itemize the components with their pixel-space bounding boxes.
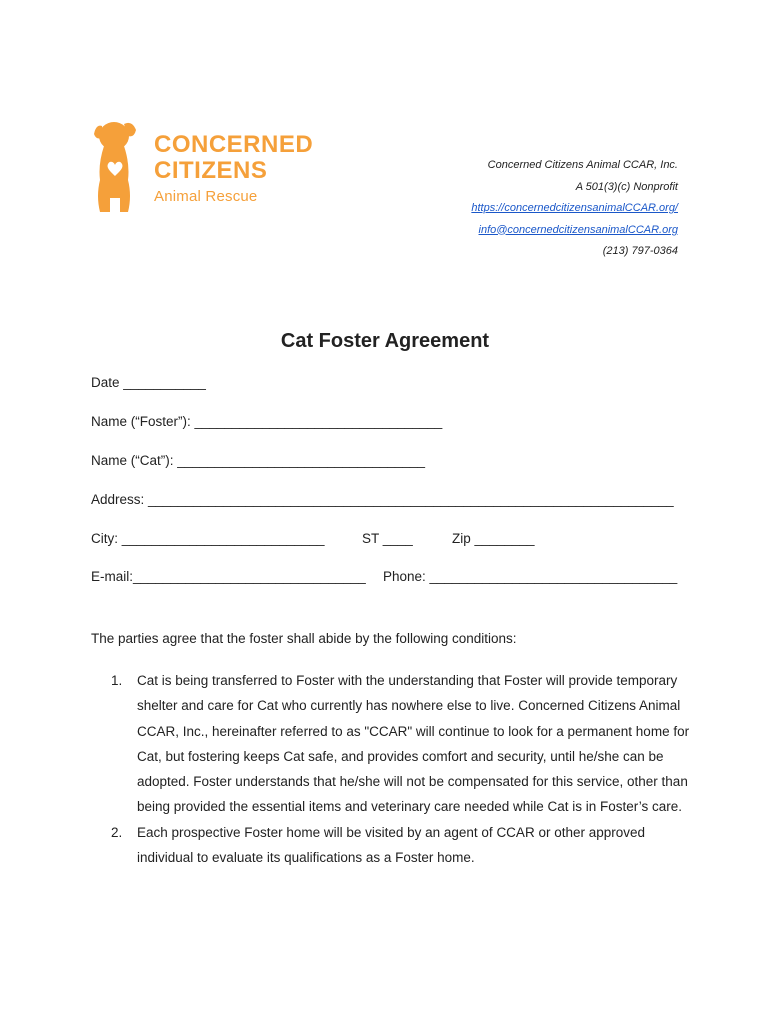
website-link[interactable]: https://concernedcitizensanimalCCAR.org/ xyxy=(471,202,678,214)
org-name: Concerned Citizens Animal CCAR, Inc. xyxy=(487,159,678,171)
date-field[interactable]: Date ___________ xyxy=(91,375,206,390)
logo-wordmark xyxy=(154,132,313,205)
email-link[interactable]: info@concernedcitizensanimalCCAR.org xyxy=(478,223,678,236)
condition-item xyxy=(91,668,691,820)
zip-field[interactable]: Zip ________ xyxy=(452,531,535,546)
conditions-list xyxy=(91,668,691,870)
puppy-heart-icon xyxy=(92,118,138,214)
logo-line-concerned: CONCERNED xyxy=(154,131,314,158)
cat-name-field[interactable]: Name (“Cat”): _________________________________ xyxy=(91,453,426,468)
condition-number: 2. xyxy=(111,824,123,840)
logo-line-animal-rescue: Animal Rescue xyxy=(154,188,258,205)
address-field[interactable]: Address: ______________________________________________________________________ xyxy=(91,492,674,507)
ccar-logo xyxy=(92,118,352,218)
nonprofit-status: A 501(3)(c) Nonprofit xyxy=(575,180,678,193)
state-field[interactable]: ST ____ xyxy=(362,531,413,546)
phone-field[interactable]: Phone: _________________________________ xyxy=(383,569,678,584)
condition-item xyxy=(91,820,691,871)
foster-name-field[interactable]: Name (“Foster”): _________________________________ xyxy=(91,414,443,429)
phone-number: (213) 797-0364 xyxy=(602,245,678,257)
condition-number: 1. xyxy=(111,673,123,688)
email-field[interactable]: E-mail:_______________________________ xyxy=(91,569,366,584)
logo-line-citizens: CITIZENS xyxy=(154,157,268,184)
conditions-intro: The parties agree that the foster shall abide by the following conditions: xyxy=(91,631,517,646)
contact-block xyxy=(471,155,678,263)
city-field[interactable]: City: ___________________________ xyxy=(91,531,325,546)
condition-text: Each prospective Foster home will be visited by an agent of CCAR or other approved individual to evaluate its qualifications as a Foster home. xyxy=(137,824,646,866)
condition-text: Cat is being transferred to Foster with the understanding that Foster will provide temporary shelter and care for Cat who currently has nowhere else to live. Concerned Citizens Animal CCAR, Inc., hereinafter referred to as "CCAR" will continue to look for a permanent home for Cat, but fostering keeps Cat safe, and provides comfort and security, until he/she can be adopted. Foster understands that he/she will not be compensated for this service, other than being provided the essential items and veterinary care needed while Cat is in Foster’s care. xyxy=(137,673,690,815)
page-title: Cat Foster Agreement xyxy=(280,330,490,352)
